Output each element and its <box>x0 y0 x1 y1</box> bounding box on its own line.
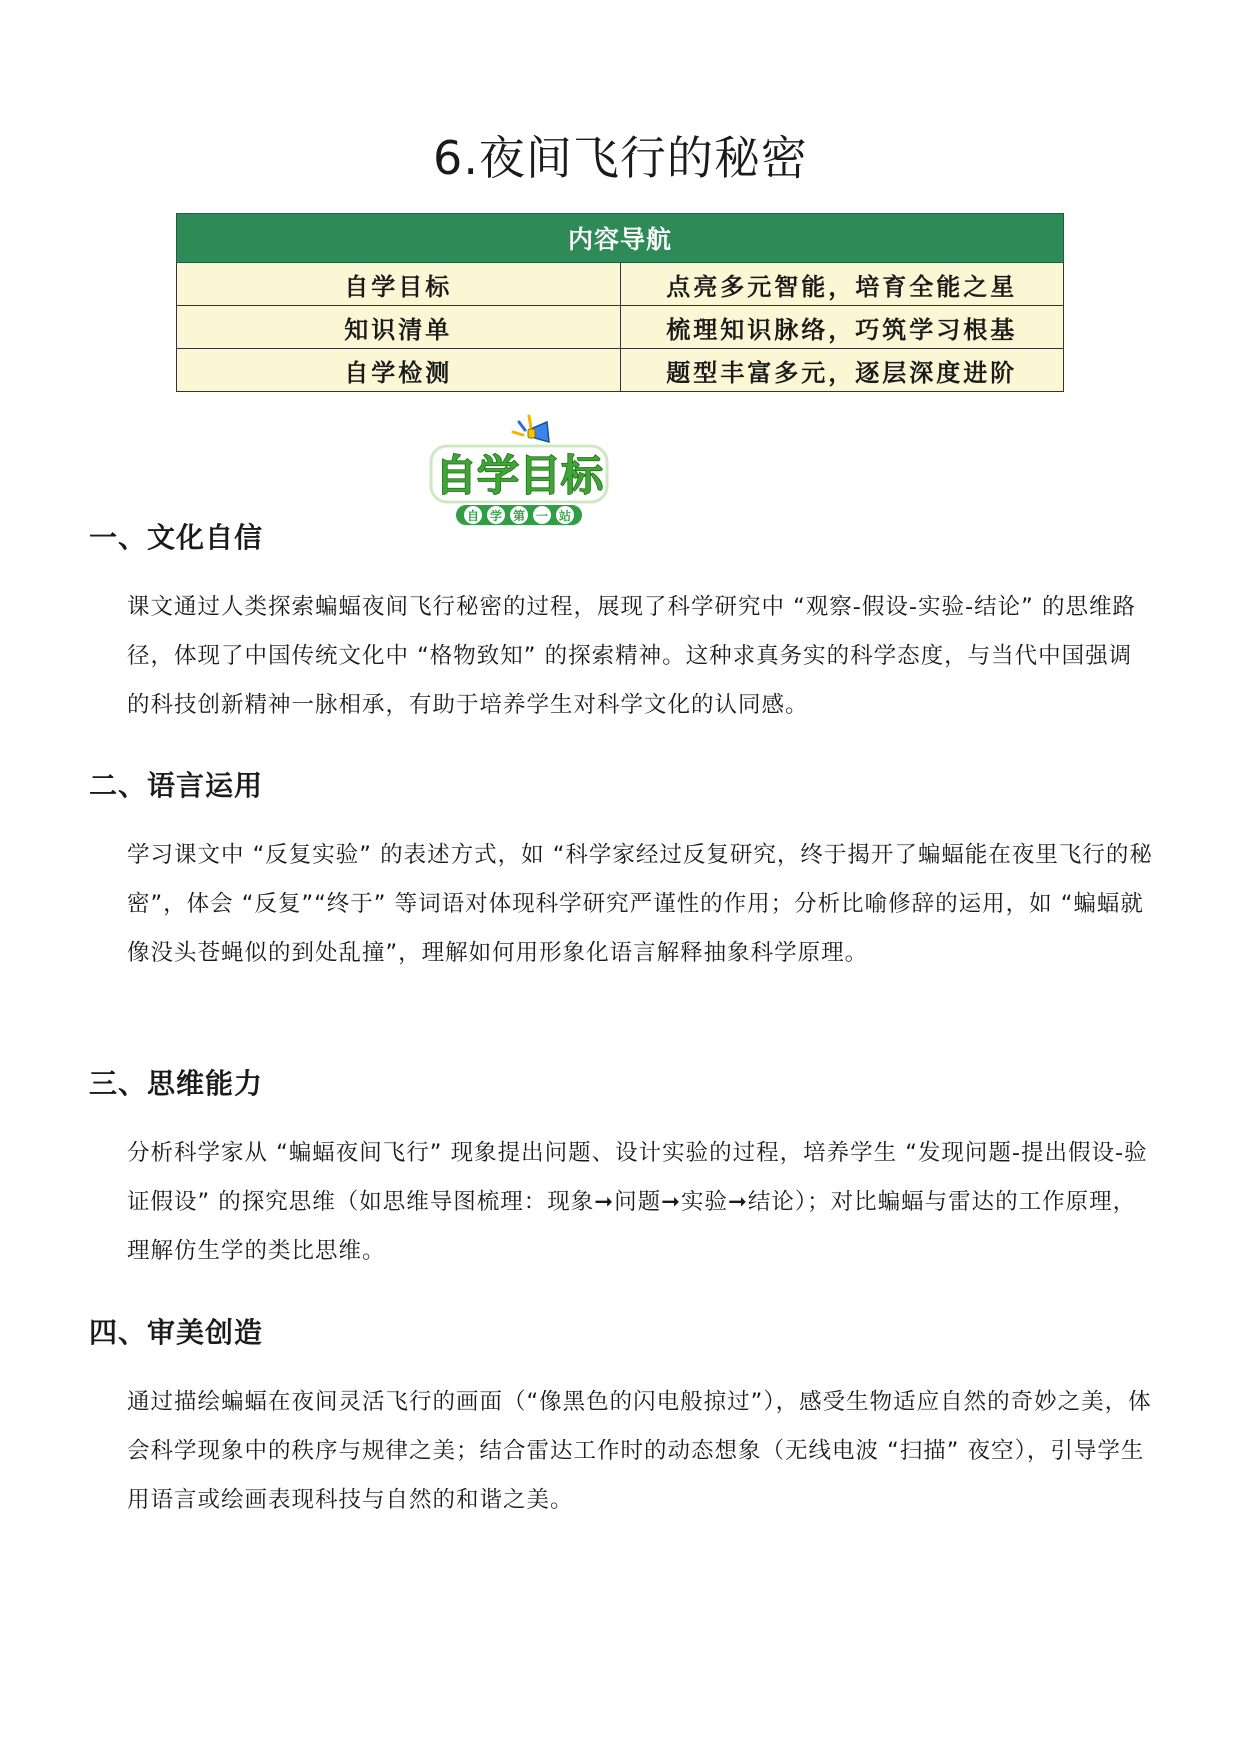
section-heading: 一、文化自信 <box>89 521 264 554</box>
nav-label: 知识清单 <box>177 306 621 349</box>
badge-sub-char: 一 <box>535 509 549 523</box>
nav-desc: 题型丰富多元，逐层深度进阶 <box>620 349 1064 392</box>
badge-sub-char: 自 <box>466 509 480 523</box>
nav-label: 自学目标 <box>177 263 621 306</box>
badge-sub-char: 第 <box>512 509 526 523</box>
nav-header-row <box>177 214 1064 263</box>
nav-row <box>177 263 1064 306</box>
badge-sub-char: 站 <box>558 509 572 523</box>
badge-sub-char: 学 <box>489 509 503 523</box>
section-heading: 二、语言运用 <box>89 769 264 802</box>
nav-desc: 点亮多元智能，培育全能之星 <box>620 263 1064 306</box>
page-title: 6.夜间飞行的秘密 <box>433 131 808 185</box>
self-study-goal-badge-icon <box>425 408 615 530</box>
nav-row <box>177 349 1064 392</box>
nav-label: 自学检测 <box>177 349 621 392</box>
section-heading: 三、思维能力 <box>89 1067 264 1100</box>
section-body: 课文通过人类探索蝙蝠夜间飞行秘密的过程，展现了科学研究中 “观察-假设-实验-结论” 的思维路径，体现了中国传统文化中 “格物致知” 的探索精神。这种求真务实的科学态度，与当代中国强调的科技创新精神一脉相承，有助于培养学生对科学文化的认同感。 <box>127 594 1136 718</box>
nav-header: 内容导航 <box>177 214 1064 263</box>
section-heading: 四、审美创造 <box>89 1316 264 1349</box>
badge-main-text: 自学目标 <box>434 451 604 500</box>
section-body: 分析科学家从 “蝙蝠夜间飞行” 现象提出问题、设计实验的过程，培养学生 “发现问题-提出假设-验证假设” 的探究思维（如思维导图梳理：现象➞问题➞实验➞结论）；对比蝙蝠与雷达的工作原理，理解仿生学的类比思维。 <box>127 1140 1148 1264</box>
section-body: 学习课文中 “反复实验” 的表述方式，如 “科学家经过反复研究，终于揭开了蝙蝠能在夜里飞行的秘密”，体会 “反复”“终于” 等词语对体现科学研究严谨性的作用；分析比喻修辞的运用，如 “蝙蝠就像没头苍蝇似的到处乱撞”，理解如何用形象化语言解释抽象科学原理。 <box>127 842 1153 966</box>
content-navigation-table <box>176 213 1064 392</box>
nav-row <box>177 306 1064 349</box>
nav-desc: 梳理知识脉络，巧筑学习根基 <box>620 306 1064 349</box>
section-body: 通过描绘蝙蝠在夜间灵活飞行的画面（“像黑色的闪电般掠过”），感受生物适应自然的奇妙之美，体会科学现象中的秩序与规律之美；结合雷达工作时的动态想象（无线电波 “扫描” 夜空），引导学生用语言或绘画表现科技与自然的和谐之美。 <box>127 1389 1152 1513</box>
